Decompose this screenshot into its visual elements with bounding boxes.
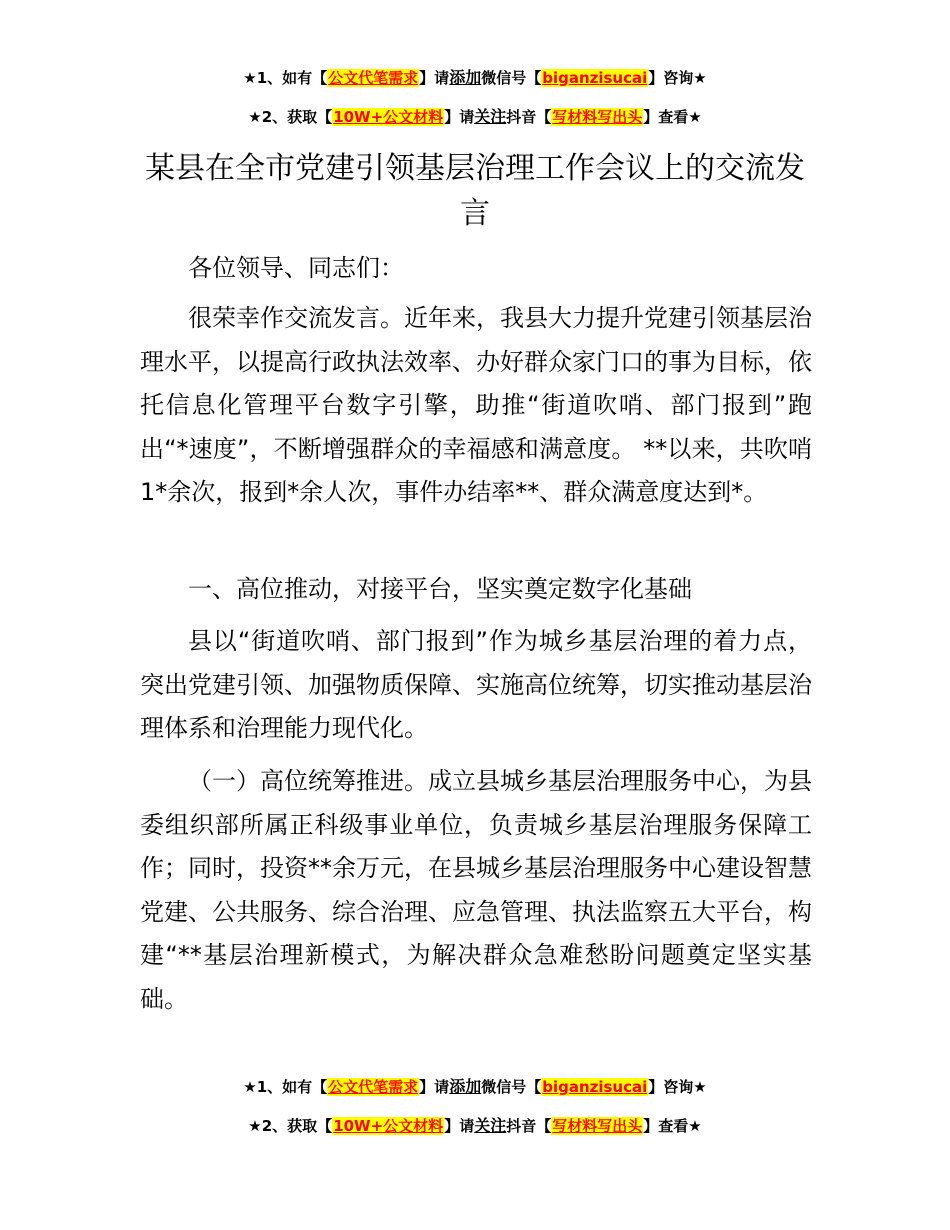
- banner-text: 】咨询★: [648, 69, 707, 87]
- banner-emphasis: 关注: [474, 1116, 507, 1135]
- banner-text: 】请: [444, 108, 475, 126]
- banner-highlight: biganzisucai: [542, 1078, 648, 1096]
- banner-text: 】查看★: [643, 1117, 702, 1135]
- paragraph-intro: 很荣幸作交流发言。近年来，我县大力提升党建引领基层治理水平，以提高行政执法效率、办好群众家门口的事为目标，依托信息化管理平台数字引擎，助推“街道吹哨、部门报到”跑出“*速度”，不断增强群众的幸福感和满意度。 **以来，共吹哨 1*余次，报到*余人次，事件办结率**、群众满意度达到*。: [140, 304, 812, 506]
- banner-text: ★2、获取【: [248, 108, 333, 126]
- banner-highlight: 公文代笔需求: [328, 1078, 419, 1096]
- banner-highlight: 10W+公文材料: [333, 108, 444, 126]
- banner-text: 抖音【: [506, 1117, 552, 1135]
- bottom-banner-line-2: [0, 1116, 950, 1136]
- banner-emphasis: 添加: [449, 1077, 482, 1096]
- banner-text: 】咨询★: [648, 1078, 707, 1096]
- banner-text: 】请: [419, 69, 450, 87]
- paragraph-section-1: 县以“街道吹哨、部门报到”作为城乡基层治理的着力点，突出党建引领、加强物质保障、实施高位统筹，切实推动基层治理体系和治理能力现代化。: [140, 627, 812, 742]
- banner-emphasis: 添加: [449, 68, 482, 87]
- section-heading: 一、高位推动，对接平台，坚实奠定数字化基础: [188, 575, 692, 603]
- banner-highlight: biganzisucai: [542, 69, 648, 87]
- banner-text: 抖音【: [506, 108, 552, 126]
- banner-text: ★1、如有【: [243, 69, 328, 87]
- banner-highlight: 写材料写出头: [552, 1117, 643, 1135]
- banner-text: 】请: [444, 1117, 475, 1135]
- banner-emphasis: 关注: [474, 107, 507, 126]
- top-banner-line-2: [0, 107, 950, 127]
- banner-highlight: 公文代笔需求: [328, 69, 419, 87]
- banner-text: ★2、获取【: [248, 1117, 333, 1135]
- bottom-banner-line-1: [0, 1077, 950, 1097]
- banner-highlight: 10W+公文材料: [333, 1117, 444, 1135]
- paragraph-subsection-1: （一）高位统筹推进。成立县城乡基层治理服务中心，为县委组织部所属正科级事业单位，负责城乡基层治理服务保障工作；同时，投资**余万元，在县城乡基层治理服务中心建设智慧党建、公共服务、综合治理、应急管理、执法监察五大平台，构建“**基层治理新模式，为解决群众急难愁盼问题奠定坚实基础。: [140, 767, 812, 1013]
- banner-text: 】查看★: [643, 108, 702, 126]
- greeting: 各位领导、同志们：: [188, 254, 404, 282]
- banner-highlight: 写材料写出头: [552, 108, 643, 126]
- top-banner-line-1: [0, 68, 950, 88]
- banner-text: 微信号【: [481, 1078, 542, 1096]
- banner-text: 】请: [419, 1078, 450, 1096]
- document-title: 某县在全市党建引领基层治理工作会议上的交流发言: [145, 151, 805, 231]
- banner-text: 微信号【: [481, 69, 542, 87]
- banner-text: ★1、如有【: [243, 1078, 328, 1096]
